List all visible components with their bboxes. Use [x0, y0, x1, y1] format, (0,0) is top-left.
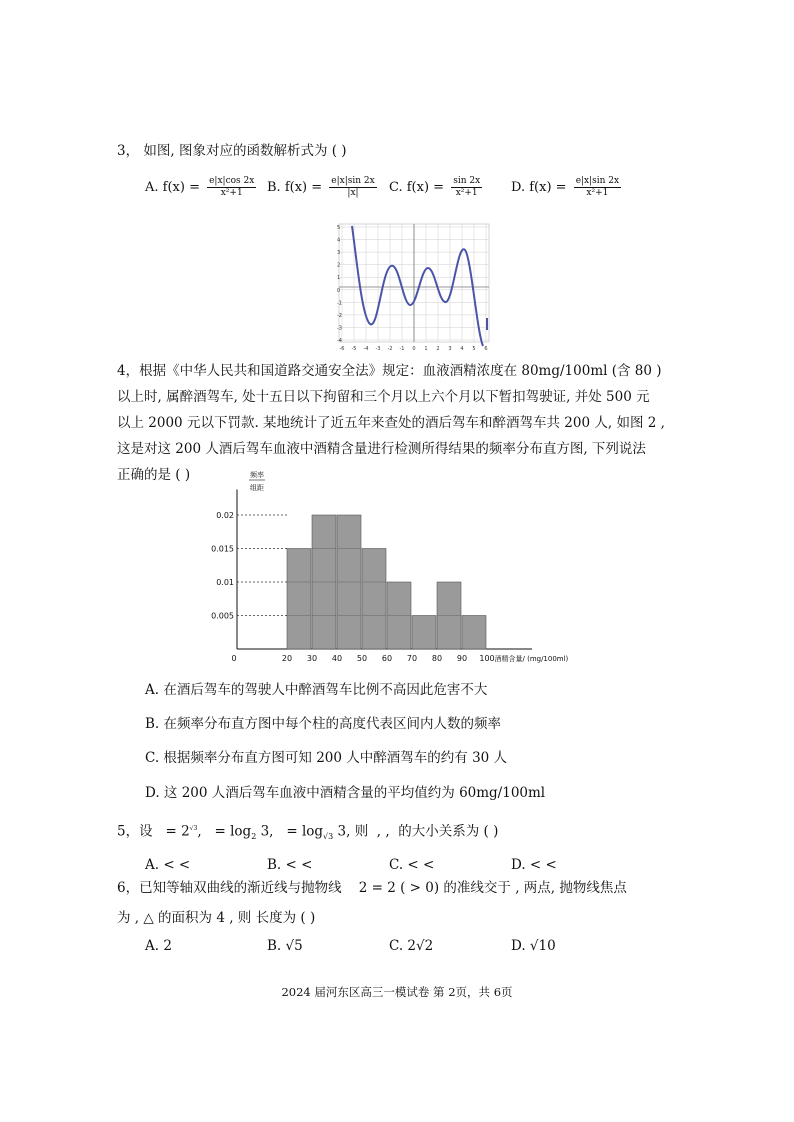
q4-stem-line: 4，根据《中华人民共和国道路交通安全法》规定：血液酒精浓度在 80mg/100ml (含 80 ) [117, 363, 662, 379]
y-axis-label-top: 频率 [250, 471, 264, 479]
x-tick-label: 80 [431, 654, 443, 663]
graph-y-tick: 2 [337, 262, 341, 269]
graph-x-tick: 0 [412, 346, 416, 352]
q3-option-d: D. f(x) = $\frac{e|x|\sin 2x}{\text{x²+1}}$ [511, 176, 620, 198]
q3-option-c: C. f(x) = $\frac{\sin 2x}{\text{x²+1}}$ [389, 176, 481, 198]
q5-stem: 5，设 = $2^{√3}$, = $\log_2 3$, = $\log_{√3} 3$, 则 , , 的大小关系为 ( ) [117, 823, 499, 842]
graph-x-tick: 1 [424, 346, 428, 352]
y-tick-label: 0.015 [211, 544, 234, 554]
q6-stem-line2: 为 , △ 的面积为 4 , 则 长度为 ( ) [117, 910, 316, 926]
q3-option-b: B. f(x) = $\frac{e|x|\sin 2x}{|x|}$ [267, 176, 375, 198]
graph-y-tick: 3 [337, 250, 341, 257]
x-tick-label: 40 [331, 654, 343, 663]
q6-option-b: B. √5 [267, 938, 303, 954]
q4-histogram [205, 465, 600, 665]
histogram-bar [287, 549, 311, 650]
q4-option-a: A. 在酒后驾车的驾驶人中醉酒驾车比例不高因此危害不大 [145, 682, 488, 698]
graph-x-tick: 6 [484, 346, 488, 352]
histogram-bar [462, 616, 486, 650]
y-axis-label-bottom: 组距 [250, 484, 264, 492]
q6-option-a: A. 2 [145, 938, 172, 954]
q3-stem: 3， 如图, 图象对应的函数解析式为 ( ) [117, 143, 347, 159]
x-tick-label: 100 [479, 654, 495, 663]
q4-stem-line: 以上时, 属醉酒驾车, 处十五日以下拘留和三个月以上六个月以下暂扣驾驶证, 并处 500 元 [117, 389, 650, 405]
q4-stem-line: 以上 2000 元以下罚款. 某地统计了近五年来查处的酒后驾车和醉酒驾车共 200 人, 如图 2 , [117, 415, 665, 431]
y-tick-label: 0.01 [216, 578, 234, 587]
x-tick-label: 30 [306, 654, 318, 663]
graph-x-tick: -4 [363, 346, 369, 352]
graph-x-tick: 2 [436, 346, 440, 352]
q3-function-graph [335, 222, 493, 352]
graph-x-tick: 4 [460, 346, 464, 352]
histogram-bar [412, 616, 436, 650]
q5-option-d: D. < < [511, 857, 557, 873]
graph-x-tick: -6 [339, 346, 345, 352]
x-tick-label: 20 [281, 654, 293, 663]
graph-y-tick: -1 [337, 300, 342, 307]
q6-stem-line1: 6，已知等轴双曲线的渐近线与抛物线 2 = 2 ( > 0) 的准线交于 , 两点, 抛物线焦点 [117, 880, 627, 896]
q3-option-a: A. f(x) = $\frac{e|x|\cos 2x}{\text{x²+1}}$ [145, 176, 255, 198]
q4-option-c: C. 根据频率分布直方图可知 200 人中醉酒驾车的约有 30 人 [145, 750, 508, 766]
q4-option-b: B. 在频率分布直方图中每个柱的高度代表区间内人数的频率 [145, 716, 502, 732]
q6-option-c: C. 2√2 [389, 938, 434, 954]
graph-y-tick: 5 [337, 225, 341, 231]
q5-option-c: C. < < [389, 857, 435, 873]
graph-x-tick: -5 [351, 346, 357, 352]
x-axis-label: 酒精含量/ (mg/100ml) [494, 655, 569, 663]
graph-y-tick: 0 [337, 287, 341, 294]
q4-option-d: D. 这 200 人酒后驾车血液中酒精含量的平均值约为 60mg/100ml [145, 785, 546, 801]
page-footer: 2024 届河东区高三一模试卷 第 2页，共 6页 [281, 985, 513, 999]
q4-stem-line: 这是对这 200 人酒后驾车血液中酒精含量进行检测所得结果的频率分布直方图, 下列说法 [117, 441, 646, 457]
graph-x-tick: -2 [387, 346, 393, 352]
graph-y-tick: -2 [337, 312, 342, 319]
x-tick-label: 70 [406, 654, 418, 663]
x-tick-label: 60 [381, 654, 393, 663]
q5-option-a: A. < < [145, 857, 191, 873]
graph-y-tick: 4 [337, 237, 341, 244]
x-tick-label: 50 [356, 654, 368, 663]
graph-y-tick: -3 [337, 325, 342, 332]
histogram-bar [362, 549, 386, 650]
q5-option-b: B. < < [267, 857, 313, 873]
q4-stem-line: 正确的是 ( ) [117, 467, 191, 483]
graph-y-tick: 1 [337, 275, 341, 282]
x-tick-label: 90 [456, 654, 468, 663]
graph-x-tick: -3 [375, 346, 381, 352]
y-tick-label: 0.005 [211, 611, 234, 621]
graph-x-tick: 5 [472, 346, 476, 352]
graph-y-tick: -4 [337, 338, 342, 344]
graph-x-tick: -1 [399, 346, 405, 352]
graph-x-tick: 3 [448, 346, 452, 352]
y-tick-label: 0.02 [216, 511, 234, 520]
origin-label: 0 [231, 654, 237, 663]
q6-option-d: D. √10 [511, 938, 556, 954]
